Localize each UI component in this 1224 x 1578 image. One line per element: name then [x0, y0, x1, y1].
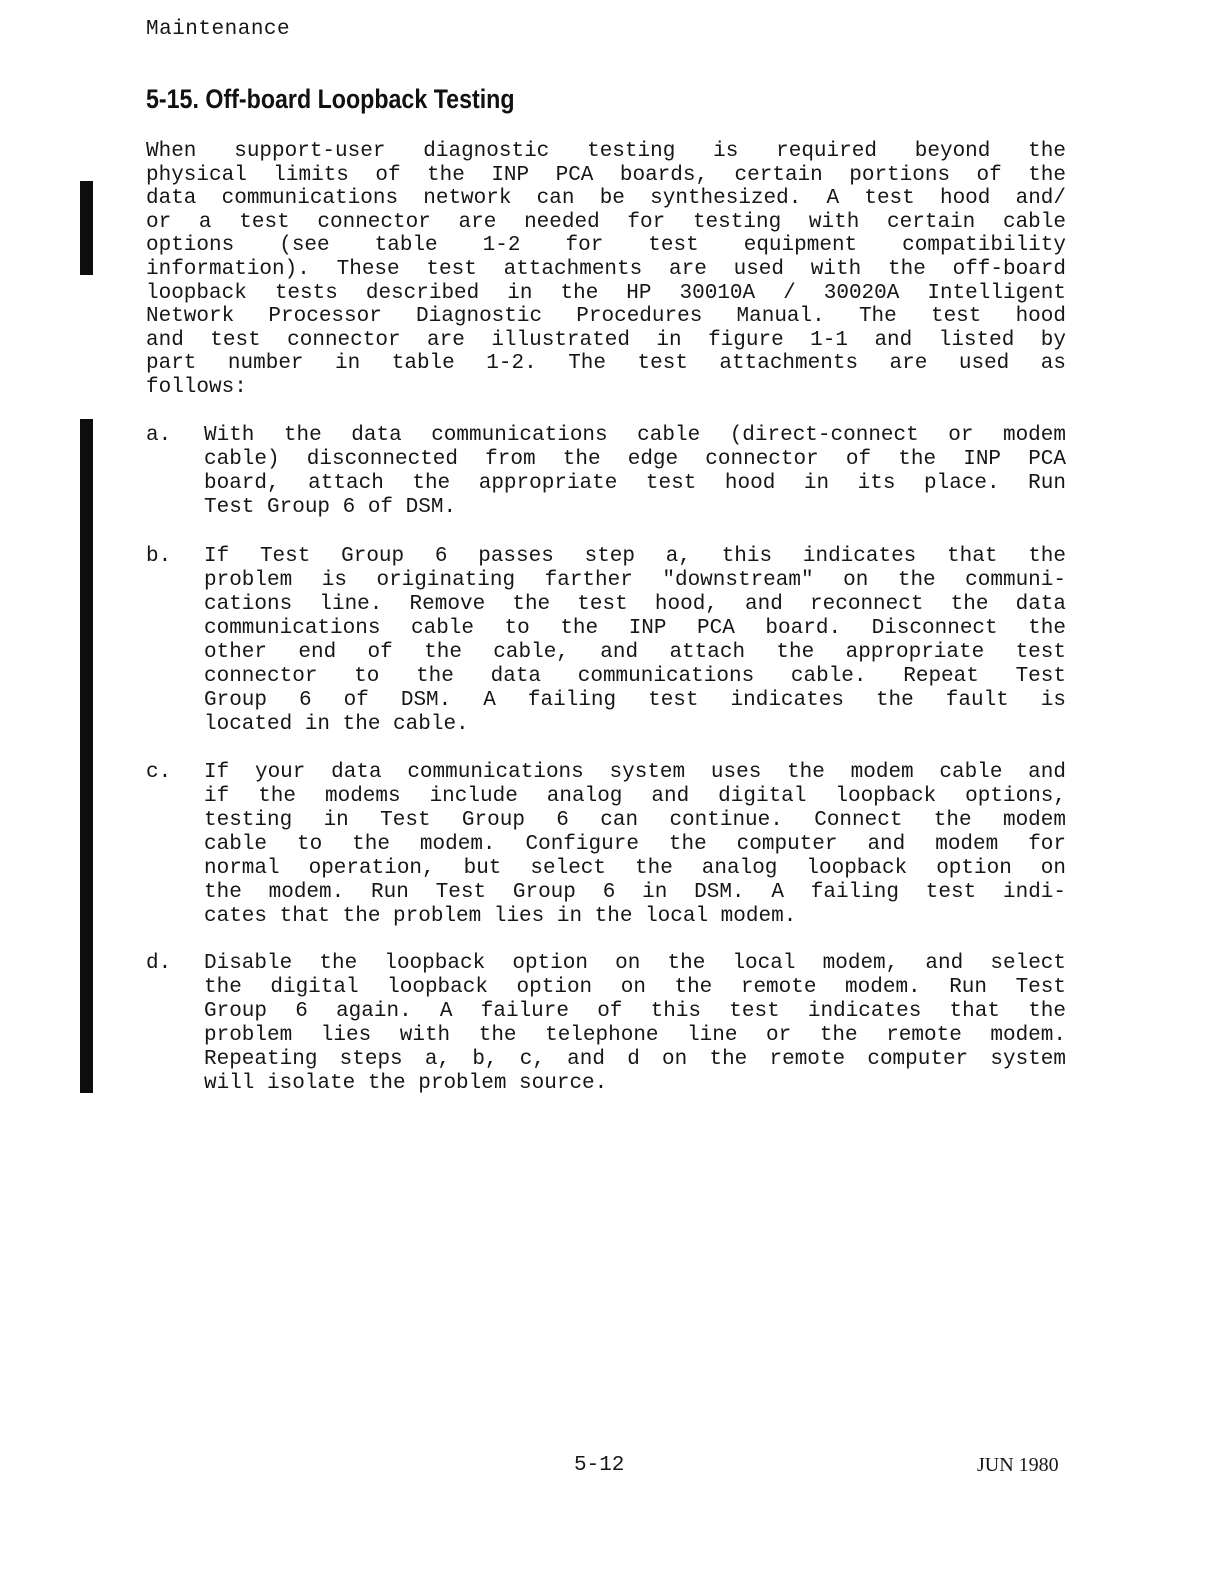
step-line: If Test Group 6 passes step a, this indicates that the — [204, 545, 1066, 568]
step-letter: b. — [146, 545, 172, 568]
change-bar-steps — [80, 419, 93, 1093]
step-line: board, attach the appropriate test hood in its place. Run — [204, 472, 1066, 495]
intro-line: Network Processor Diagnostic Procedures Manual. The test hood — [146, 305, 1066, 329]
step-line: if the modems include analog and digital loopback options, — [204, 785, 1066, 808]
step-line: will isolate the problem source. — [204, 1072, 608, 1095]
step-line: normal operation, but select the analog loopback option on — [204, 857, 1066, 880]
change-bar-intro — [80, 181, 93, 275]
step-line: Test Group 6 of DSM. — [204, 496, 457, 519]
step-line: testing in Test Group 6 can continue. Connect the modem — [204, 809, 1066, 832]
step-line: communications cable to the INP PCA board. Disconnect the — [204, 617, 1066, 640]
running-header: Maintenance — [146, 18, 291, 41]
step-letter: a. — [146, 424, 172, 447]
step-line: problem lies with the telephone line or the remote modem. — [204, 1024, 1066, 1047]
step-text — [204, 761, 1066, 929]
step-line: cable to the modem. Configure the computer and modem for — [204, 833, 1066, 856]
intro-line: physical limits of the INP PCA boards, certain portions of the — [146, 163, 1066, 187]
intro-line: follows: — [146, 375, 247, 399]
step-line: If your data communications system uses the modem cable and — [204, 761, 1066, 784]
intro-paragraph — [146, 140, 1066, 400]
step-line: the digital loopback option on the remote modem. Run Test — [204, 976, 1066, 999]
step-line: Group 6 again. A failure of this test indicates that the — [204, 1000, 1066, 1023]
step-line: Group 6 of DSM. A failing test indicates the fault is — [204, 689, 1066, 712]
intro-line: or a test connector are needed for testing with certain cable — [146, 210, 1066, 234]
step-line: cable) disconnected from the edge connector of the INP PCA — [204, 448, 1066, 471]
step-line: Disable the loopback option on the local modem, and select — [204, 952, 1066, 975]
page-number: 5-12 — [574, 1454, 625, 1477]
intro-line: and test connector are illustrated in figure 1-1 and listed by — [146, 328, 1066, 352]
step-line: other end of the cable, and attach the appropriate test — [204, 641, 1066, 664]
intro-line: information). These test attachments are used with the off-board — [146, 257, 1066, 281]
publication-date: JUN 1980 — [977, 1454, 1059, 1476]
intro-line: options (see table 1-2 for test equipment compatibility — [146, 234, 1066, 258]
section-title: 5-15. Off-board Loopback Testing — [146, 84, 515, 114]
step-line: With the data communications cable (direct-connect or modem — [204, 424, 1066, 447]
step-letter: d. — [146, 952, 172, 975]
step-letter: c. — [146, 761, 172, 784]
step-line: cations line. Remove the test hood, and reconnect the data — [204, 593, 1066, 616]
intro-line: part number in table 1-2. The test attachments are used as — [146, 352, 1066, 376]
step-text — [204, 952, 1066, 1096]
intro-line: When support-user diagnostic testing is required beyond the — [146, 140, 1066, 163]
step-line: connector to the data communications cable. Repeat Test — [204, 665, 1066, 688]
step-line: the modem. Run Test Group 6 in DSM. A failing test indi- — [204, 881, 1066, 904]
step-text — [204, 545, 1066, 737]
intro-line: loopback tests described in the HP 30010A / 30020A Intelligent — [146, 281, 1066, 305]
step-line: cates that the problem lies in the local modem. — [204, 905, 797, 928]
step-line: Repeating steps a, b, c, and d on the remote computer system — [204, 1048, 1066, 1071]
step-text — [204, 424, 1066, 520]
intro-line: data communications network can be synthesized. A test hood and/ — [146, 187, 1066, 211]
step-line: located in the cable. — [204, 713, 469, 736]
step-line: problem is originating farther "downstream" on the communi- — [204, 569, 1066, 592]
